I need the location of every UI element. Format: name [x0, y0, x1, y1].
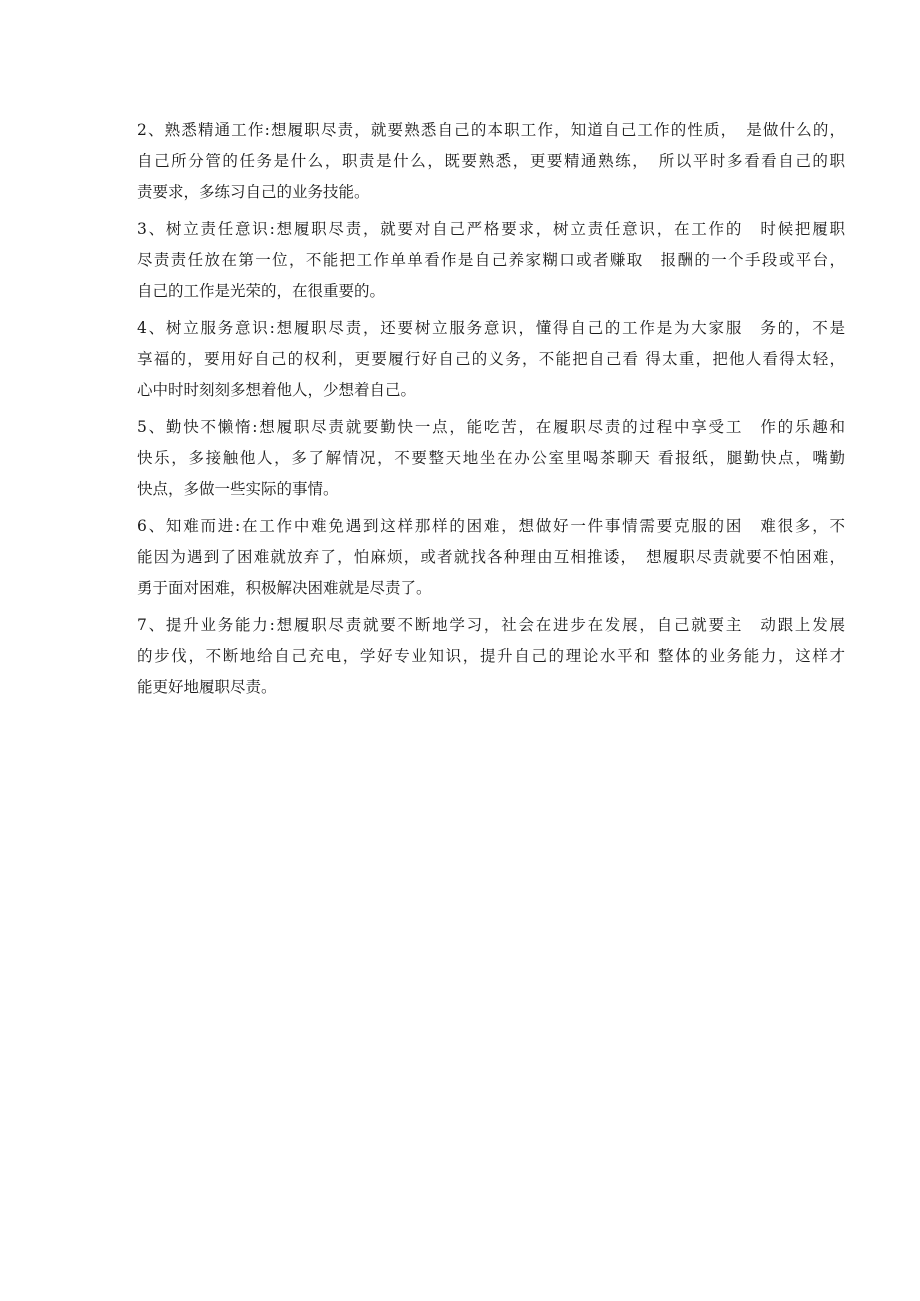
paragraph-line: 4、树立服务意识:想履职尽责，还要树立服务意识，懂得自己的工作是为大家服 务的，不是: [137, 319, 845, 337]
paragraph-6-overcome-difficulty: [137, 511, 845, 604]
paragraph-line: 享福的，要用好自己的权利，更要履行好自己的义务，不能把自己看 得太重，把他人看得太轻，: [137, 350, 845, 368]
paragraph-line: 2、熟悉精通工作:想履职尽责，就要熟悉自己的本职工作，知道自己工作的性质， 是做什么的，: [137, 121, 845, 139]
document-body: [137, 115, 845, 709]
paragraph-line: 快乐，多接触他人，多了解情况，不要整天地坐在办公室里喝茶聊天 看报纸，腿勤快点，嘴勤: [137, 449, 845, 467]
paragraph-line: 3、树立责任意识:想履职尽责，就要对自己严格要求，树立责任意识，在工作的 时候把履职: [137, 220, 845, 238]
paragraph-4-service: [137, 313, 845, 406]
paragraph-line: 的步伐，不断地给自己充电，学好专业知识，提升自己的理论水平和 整体的业务能力，这样才: [137, 647, 845, 665]
paragraph-line: 自己所分管的任务是什么，职责是什么，既要熟悉，更要精通熟练， 所以平时多看看自己的职: [137, 152, 845, 170]
paragraph-line: 勇于面对困难，积极解决困难就是尽责了。: [137, 579, 432, 597]
paragraph-line: 5、勤快不懒惰:想履职尽责就要勤快一点，能吃苦，在履职尽责的过程中享受工 作的乐趣和: [137, 418, 845, 436]
paragraph-line: 能因为遇到了困难就放弃了，怕麻烦，或者就找各种理由互相推诿， 想履职尽责就要不怕困难，: [137, 548, 845, 566]
paragraph-5-diligence: [137, 412, 845, 505]
paragraph-line: 尽责责任放在第一位，不能把工作单单看作是自己养家糊口或者赚取 报酬的一个手段或平台，: [137, 251, 845, 269]
paragraph-line: 自己的工作是光荣的，在很重要的。: [137, 282, 386, 300]
paragraph-line: 7、提升业务能力:想履职尽责就要不断地学习，社会在进步在发展，自己就要主 动跟上发展: [137, 616, 845, 634]
paragraph-7-improve-ability: [137, 610, 845, 703]
paragraph-line: 心中时时刻刻多想着他人，少想着自己。: [137, 381, 417, 399]
paragraph-3-responsibility: [137, 214, 845, 307]
paragraph-2-familiarize-work: [137, 115, 845, 208]
paragraph-line: 快点，多做一些实际的事情。: [137, 480, 339, 498]
paragraph-line: 6、知难而进:在工作中难免遇到这样那样的困难，想做好一件事情需要克服的困 难很多，不: [137, 517, 845, 535]
paragraph-line: 能更好地履职尽责。: [137, 678, 277, 696]
paragraph-line: 责要求，多练习自己的业务技能。: [137, 183, 370, 201]
